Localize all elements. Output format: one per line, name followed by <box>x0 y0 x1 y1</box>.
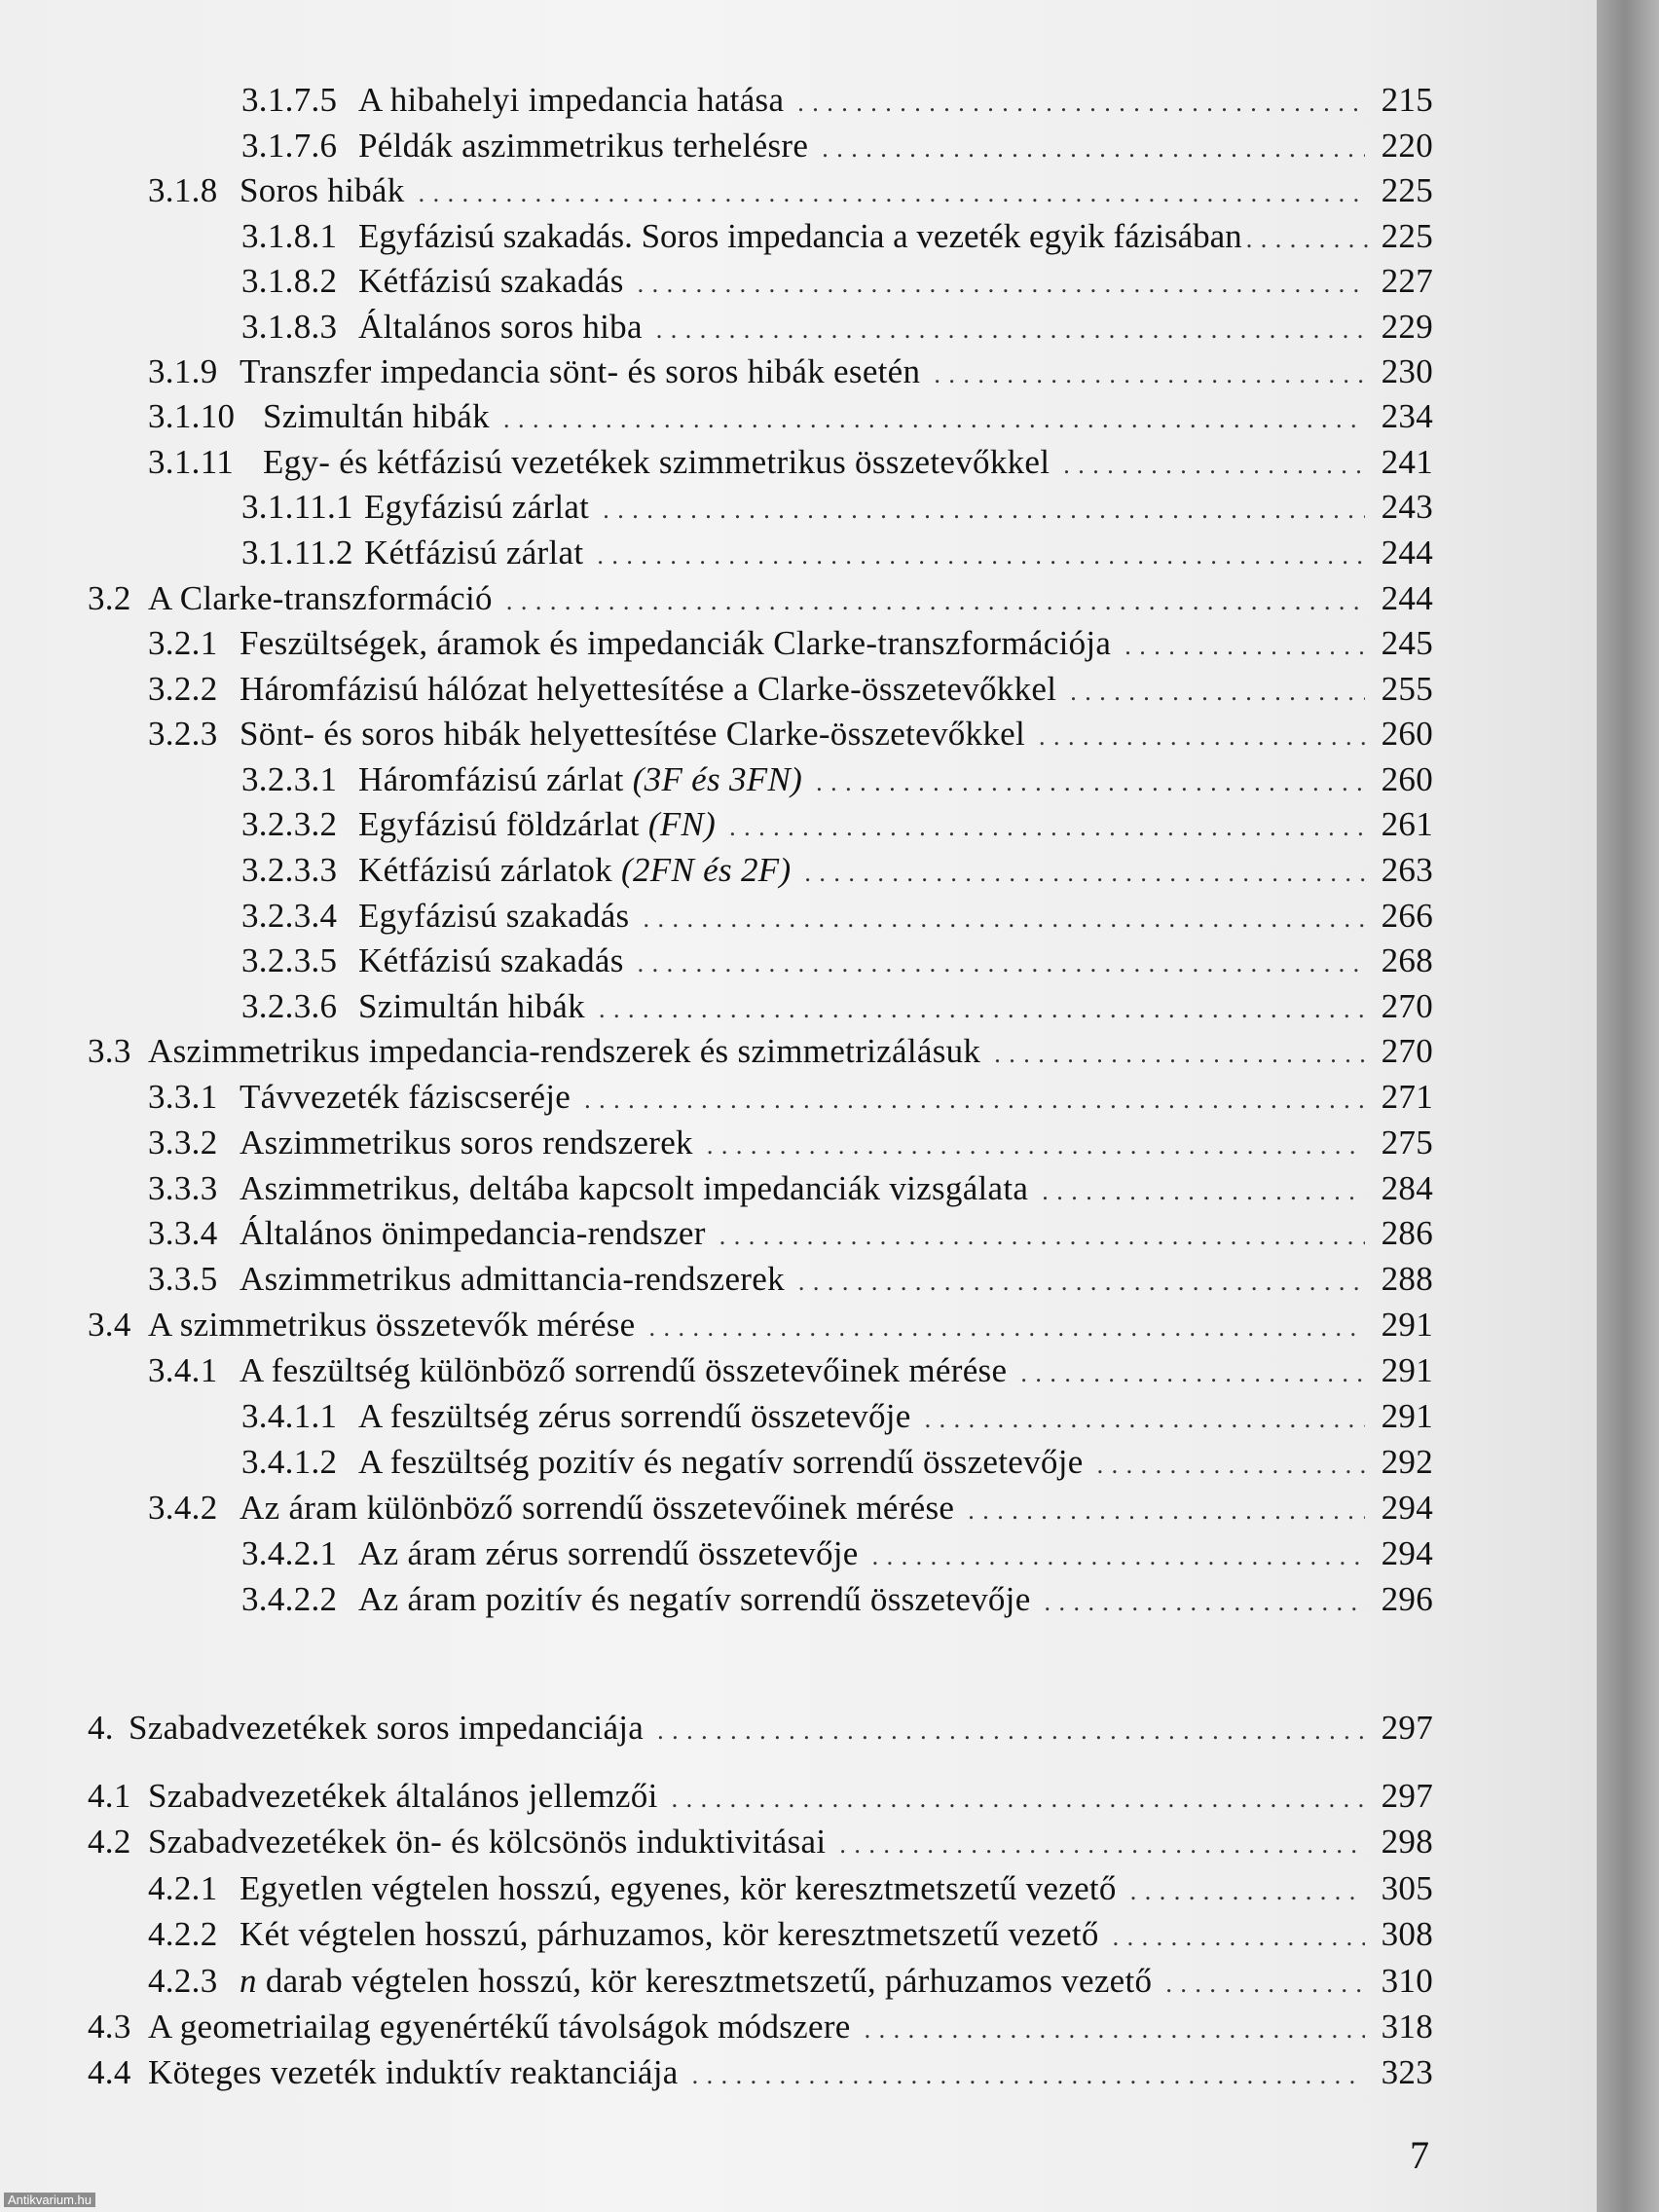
entry-page: 297 <box>1381 1777 1433 1815</box>
entry-title: Sönt- és soros hibák helyettesítése Clarke-összetevőkkel <box>240 715 1026 753</box>
entry-page: 241 <box>1381 443 1433 481</box>
dot-leader <box>1039 712 1365 759</box>
dot-leader <box>638 259 1365 307</box>
entry-title: Transzfer impedancia sönt- és soros hibák esetén <box>240 352 921 390</box>
entry-title: Az áram zérus sorrendű összetevője <box>358 1534 859 1572</box>
entry-title: n darab végtelen hosszú, kör keresztmetszetű, párhuzamos vezető <box>240 1962 1153 2000</box>
entry-page: 270 <box>1381 987 1433 1025</box>
entry-title: Kétfázisú szakadás <box>358 941 624 979</box>
entry-page: 296 <box>1381 1580 1433 1618</box>
entry-title: Példák aszimmetrikus terhelésre <box>358 127 809 165</box>
entry-number: 4.2 <box>88 1823 131 1861</box>
entry-page: 291 <box>1381 1351 1433 1389</box>
entry-number: 3.3.2 <box>148 1124 218 1161</box>
entry-page: 244 <box>1381 579 1433 617</box>
entry-title: Szabadvezetékek ön- és kölcsönös induktivitásai <box>148 1823 827 1861</box>
dot-leader <box>1070 667 1365 715</box>
toc-entry-3-3-1 <box>148 1075 1433 1120</box>
dot-leader <box>1097 1440 1365 1488</box>
toc-entry-3-4-1 <box>148 1348 1433 1393</box>
entry-number: 3.1.11.1 <box>241 488 353 526</box>
entry-number: 3.1.11 <box>148 443 235 481</box>
entry-page: 291 <box>1381 1306 1433 1344</box>
entry-number: 3.2.3.2 <box>241 805 338 843</box>
entry-title: Kétfázisú szakadás <box>358 262 624 300</box>
toc-entry-3-1-10 <box>148 394 1433 439</box>
entry-page: 225 <box>1381 217 1433 255</box>
entry-title: A Clarke-transzformáció <box>148 579 493 617</box>
page-edge-shadow <box>1597 0 1659 2212</box>
toc-entry-4-4 <box>88 2050 1433 2095</box>
entry-title: Két végtelen hosszú, párhuzamos, kör keresztmetszetű vezető <box>240 1915 1099 1953</box>
entry-title: Egyfázisú szakadás. Soros impedancia a vezeték egyik fázisában <box>358 217 1242 255</box>
entry-number: 3.4.2 <box>148 1489 218 1527</box>
entry-title: A feszültség különböző sorrendű összetevőinek mérése <box>240 1351 1008 1389</box>
entry-number: 3.3.5 <box>148 1260 218 1298</box>
toc-entry-3-4-2-1 <box>241 1531 1433 1576</box>
entry-page: 298 <box>1381 1823 1433 1861</box>
toc-entry-3-3-4 <box>148 1211 1433 1256</box>
entry-number: 3.3 <box>88 1032 131 1070</box>
dot-leader <box>656 305 1365 352</box>
entry-title: Egyetlen végtelen hosszú, egyenes, kör keresztmetszetű vezető <box>240 1869 1117 1907</box>
entry-number: 3.4.1 <box>148 1351 218 1389</box>
toc-entry-4-1 <box>88 1774 1433 1819</box>
dot-leader <box>994 1029 1365 1077</box>
entry-number: 3.3.1 <box>148 1078 218 1116</box>
entry-number: 3.2.3.5 <box>241 941 338 979</box>
dot-leader <box>506 576 1365 624</box>
entry-number: 3.2.3.6 <box>241 987 338 1025</box>
entry-number: 3.1.7.6 <box>241 127 338 165</box>
dot-leader <box>729 802 1365 850</box>
entry-title: A geometriailag egyenértékű távolságok módszere <box>148 2008 851 2046</box>
entry-page: 297 <box>1381 1709 1433 1747</box>
entry-page: 227 <box>1381 262 1433 300</box>
dot-leader <box>968 1486 1365 1533</box>
entry-page: 275 <box>1381 1124 1433 1161</box>
entry-title: Szabadvezetékek általános jellemzői <box>148 1777 658 1815</box>
entry-page: 288 <box>1381 1260 1433 1298</box>
dot-leader <box>1165 1959 1365 2007</box>
entry-title-italic: (2FN és 2F) <box>621 851 792 889</box>
toc-entry-3-1-11 <box>148 440 1433 485</box>
entry-title: Aszimmetrikus, deltába kapcsolt impedanciák vizsgálata <box>240 1169 1029 1207</box>
dot-leader <box>816 757 1365 805</box>
entry-number: 3.2.3 <box>148 715 218 753</box>
toc-entry-3-2-3-4 <box>241 894 1433 939</box>
entry-page: 215 <box>1381 81 1433 119</box>
dot-leader <box>1045 1577 1365 1625</box>
entry-number: 3.4.2.2 <box>241 1580 338 1618</box>
entry-number: 3.2.3.3 <box>241 851 338 889</box>
entry-page: 261 <box>1381 805 1433 843</box>
entry-title: A feszültség pozitív és negatív sorrendű összetevője <box>358 1443 1084 1481</box>
dot-leader <box>599 984 1365 1032</box>
entry-number: 3.3.3 <box>148 1169 218 1207</box>
toc-entry-3-1-9 <box>148 350 1433 394</box>
entry-title: Háromfázisú hálózat helyettesítése a Clarke-összetevőkkel <box>240 670 1057 708</box>
dot-leader <box>1042 1166 1365 1214</box>
dot-leader <box>603 485 1365 533</box>
entry-number: 3.1.8.3 <box>241 308 338 346</box>
toc-entry-3-1-11-1 <box>241 485 1433 530</box>
entry-number: 3.1.10 <box>148 397 236 435</box>
entry-page: 243 <box>1381 488 1433 526</box>
toc-entry-4-2-1 <box>148 1866 1433 1911</box>
entry-number: 3.4 <box>88 1306 131 1344</box>
page-number: 7 <box>1410 2133 1429 2177</box>
toc-entry-3-4-1-2 <box>241 1440 1433 1485</box>
dot-leader <box>419 168 1365 216</box>
toc-entry-3-4 <box>88 1303 1433 1347</box>
entry-page: 308 <box>1381 1915 1433 1953</box>
entry-page: 220 <box>1381 127 1433 165</box>
dot-leader <box>707 1121 1365 1168</box>
dot-leader <box>692 2050 1365 2098</box>
entry-page: 245 <box>1381 624 1433 662</box>
dot-leader <box>1063 440 1365 488</box>
toc-entry-3-2-3-1 <box>241 757 1433 802</box>
entry-title: Az áram pozitív és negatív sorrendű összetevője <box>358 1580 1031 1618</box>
toc-entry-3-4-1-1 <box>241 1394 1433 1439</box>
entry-number: 3.2.3.4 <box>241 897 338 935</box>
toc-entry-3-1-8 <box>148 168 1433 213</box>
entry-page: 263 <box>1381 851 1433 889</box>
entry-title: A feszültség zérus sorrendű összetevője <box>358 1397 911 1435</box>
entry-number: 4.2.2 <box>148 1915 218 1953</box>
toc-entry-3-3-3 <box>148 1166 1433 1211</box>
entry-title-italic: (3F és 3FN) <box>632 760 803 798</box>
entry-title: Kétfázisú zárlatok (2FN és 2F) <box>358 851 792 889</box>
dot-leader <box>1113 1912 1365 1960</box>
toc-entry-3-2-3-6 <box>241 984 1433 1029</box>
entry-title: Egy- és kétfázisú vezetékek szimmetrikus összetevőkkel <box>263 443 1051 481</box>
entry-page: 260 <box>1381 715 1433 753</box>
entry-number: 3.4.1.1 <box>241 1397 338 1435</box>
entry-title: Egyfázisú szakadás <box>358 897 630 935</box>
toc-entry-3-3 <box>88 1029 1433 1074</box>
entry-title: Egyfázisú földzárlat (FN) <box>358 805 717 843</box>
entry-number: 4.4 <box>88 2053 131 2091</box>
toc-entry-3-3-5 <box>148 1257 1433 1302</box>
toc-entry-3-2-3-5 <box>241 939 1433 983</box>
entry-number: 3.1.8.1 <box>241 217 338 255</box>
entry-number: 3.4.1.2 <box>241 1443 338 1481</box>
entry-page: 225 <box>1381 171 1433 209</box>
toc-entry-3-4-2-2 <box>241 1577 1433 1622</box>
toc-entry-3-1-7-6 <box>241 124 1433 168</box>
entry-page: 323 <box>1381 2053 1433 2091</box>
dot-leader <box>1130 1866 1365 1914</box>
dot-leader <box>865 2005 1365 2052</box>
toc-entry-3-2-2 <box>148 667 1433 712</box>
entry-page: 310 <box>1381 1962 1433 2000</box>
entry-number: 4.1 <box>88 1777 131 1815</box>
toc-entry-3-2-3-2 <box>241 802 1433 847</box>
entry-page: 268 <box>1381 941 1433 979</box>
entry-number: 4.2.3 <box>148 1962 218 2000</box>
dot-leader <box>657 1706 1365 1753</box>
entry-title: Szimultán hibák <box>358 987 585 1025</box>
entry-page: 294 <box>1381 1489 1433 1527</box>
entry-title: Szabadvezetékek soros impedanciája <box>129 1709 645 1747</box>
entry-title: Az áram különböző sorrendű összetevőinek mérése <box>240 1489 955 1527</box>
toc-entry-3-2-1 <box>148 621 1433 666</box>
entry-title: Távvezeték fáziscseréje <box>240 1078 571 1116</box>
entry-title: Szimultán hibák <box>263 397 490 435</box>
entry-title: Általános önimpedancia-rendszer <box>240 1214 706 1252</box>
dot-leader <box>1020 1348 1365 1396</box>
entry-number: 3.1.8 <box>148 171 218 209</box>
dot-leader <box>1124 621 1365 669</box>
toc-entry-3-3-2 <box>148 1121 1433 1165</box>
toc-entry-3-1-11-2 <box>241 531 1433 575</box>
entry-title: Egyfázisú zárlat <box>364 488 590 526</box>
dot-leader <box>648 1303 1365 1350</box>
toc-entry-3-1-8-3 <box>241 305 1433 350</box>
toc-entry-4-3 <box>88 2005 1433 2049</box>
entry-number: 3.2.1 <box>148 624 218 662</box>
dot-leader <box>925 1394 1365 1442</box>
dot-leader <box>719 1211 1365 1259</box>
entry-number: 4.3 <box>88 2008 131 2046</box>
entry-title-italic: n <box>240 1962 257 2000</box>
toc-entry-3-2-3-3 <box>241 848 1433 893</box>
entry-title: Soros hibák <box>240 171 405 209</box>
entry-page: 234 <box>1381 397 1433 435</box>
entry-number: 3.3.4 <box>148 1214 218 1252</box>
toc-entry-chapter-4 <box>88 1706 1433 1751</box>
entry-title: Köteges vezeték induktív reaktanciája <box>148 2053 679 2091</box>
toc-entry-3-2-3 <box>148 712 1433 756</box>
dot-leader <box>798 1257 1365 1305</box>
entry-page: 260 <box>1381 760 1433 798</box>
entry-number: 3.1.8.2 <box>241 262 338 300</box>
dot-leader <box>839 1820 1365 1867</box>
entry-page: 291 <box>1381 1397 1433 1435</box>
entry-page: 266 <box>1381 897 1433 935</box>
entry-title: Feszültségek, áramok és impedanciák Clarke-transzformációja <box>240 624 1112 662</box>
dot-leader <box>804 848 1365 896</box>
dot-leader <box>503 394 1365 442</box>
dot-leader <box>822 124 1365 171</box>
entry-number: 3.1.11.2 <box>241 534 353 571</box>
entry-title: A hibahelyi impedancia hatása <box>358 81 785 119</box>
dot-leader <box>934 350 1365 397</box>
entry-title: A szimmetrikus összetevők mérése <box>148 1306 636 1344</box>
toc-entry-4-2 <box>88 1820 1433 1864</box>
entry-page: 284 <box>1381 1169 1433 1207</box>
entry-title: Aszimmetrikus admittancia-rendszerek <box>240 1260 785 1298</box>
entry-page: 305 <box>1381 1869 1433 1907</box>
entry-number: 3.4.2.1 <box>241 1534 338 1572</box>
entry-number: 3.1.9 <box>148 352 218 390</box>
entry-title: Háromfázisú zárlat (3F és 3FN) <box>358 760 803 798</box>
entry-page: 255 <box>1381 670 1433 708</box>
dot-leader <box>584 1075 1365 1123</box>
dot-leader <box>597 531 1365 578</box>
entry-title: Aszimmetrikus impedancia-rendszerek és szimmetrizálásuk <box>148 1032 981 1070</box>
entry-number: 4.2.1 <box>148 1869 218 1907</box>
dot-leader <box>638 939 1365 986</box>
entry-number: 4. <box>88 1709 114 1747</box>
toc-entry-3-4-2 <box>148 1486 1433 1530</box>
entry-page: 244 <box>1381 534 1433 571</box>
entry-page: 229 <box>1381 308 1433 346</box>
toc-entry-4-2-3 <box>148 1959 1433 2004</box>
entry-number: 3.2.2 <box>148 670 218 708</box>
entry-page: 230 <box>1381 352 1433 390</box>
entry-page: 292 <box>1381 1443 1433 1481</box>
dot-leader <box>797 78 1365 126</box>
entry-page: 286 <box>1381 1214 1433 1252</box>
entry-page: 270 <box>1381 1032 1433 1070</box>
entry-title: Aszimmetrikus soros rendszerek <box>240 1124 693 1161</box>
dot-leader <box>672 1774 1365 1822</box>
toc-entry-3-1-7-5 <box>241 78 1433 123</box>
watermark: Antikvarium.hu <box>4 2193 95 2207</box>
entry-page: 294 <box>1381 1534 1433 1572</box>
toc-entry-3-1-8-1 <box>241 214 1433 259</box>
entry-title: Általános soros hiba <box>358 308 643 346</box>
dot-leader <box>643 894 1365 941</box>
entry-number: 3.2.3.1 <box>241 760 338 798</box>
toc-entry-3-1-8-2 <box>241 259 1433 304</box>
entry-page: 318 <box>1381 2008 1433 2046</box>
entry-title: Kétfázisú zárlat <box>364 534 584 571</box>
dot-leader <box>872 1531 1365 1579</box>
entry-page: 271 <box>1381 1078 1433 1116</box>
entry-number: 3.1.7.5 <box>241 81 338 119</box>
entry-title-italic: (FN) <box>647 805 717 843</box>
entry-number: 3.2 <box>88 579 131 617</box>
toc-entry-3-2 <box>88 576 1433 621</box>
dot-leader <box>1246 214 1371 262</box>
toc-entry-4-2-2 <box>148 1912 1433 1957</box>
